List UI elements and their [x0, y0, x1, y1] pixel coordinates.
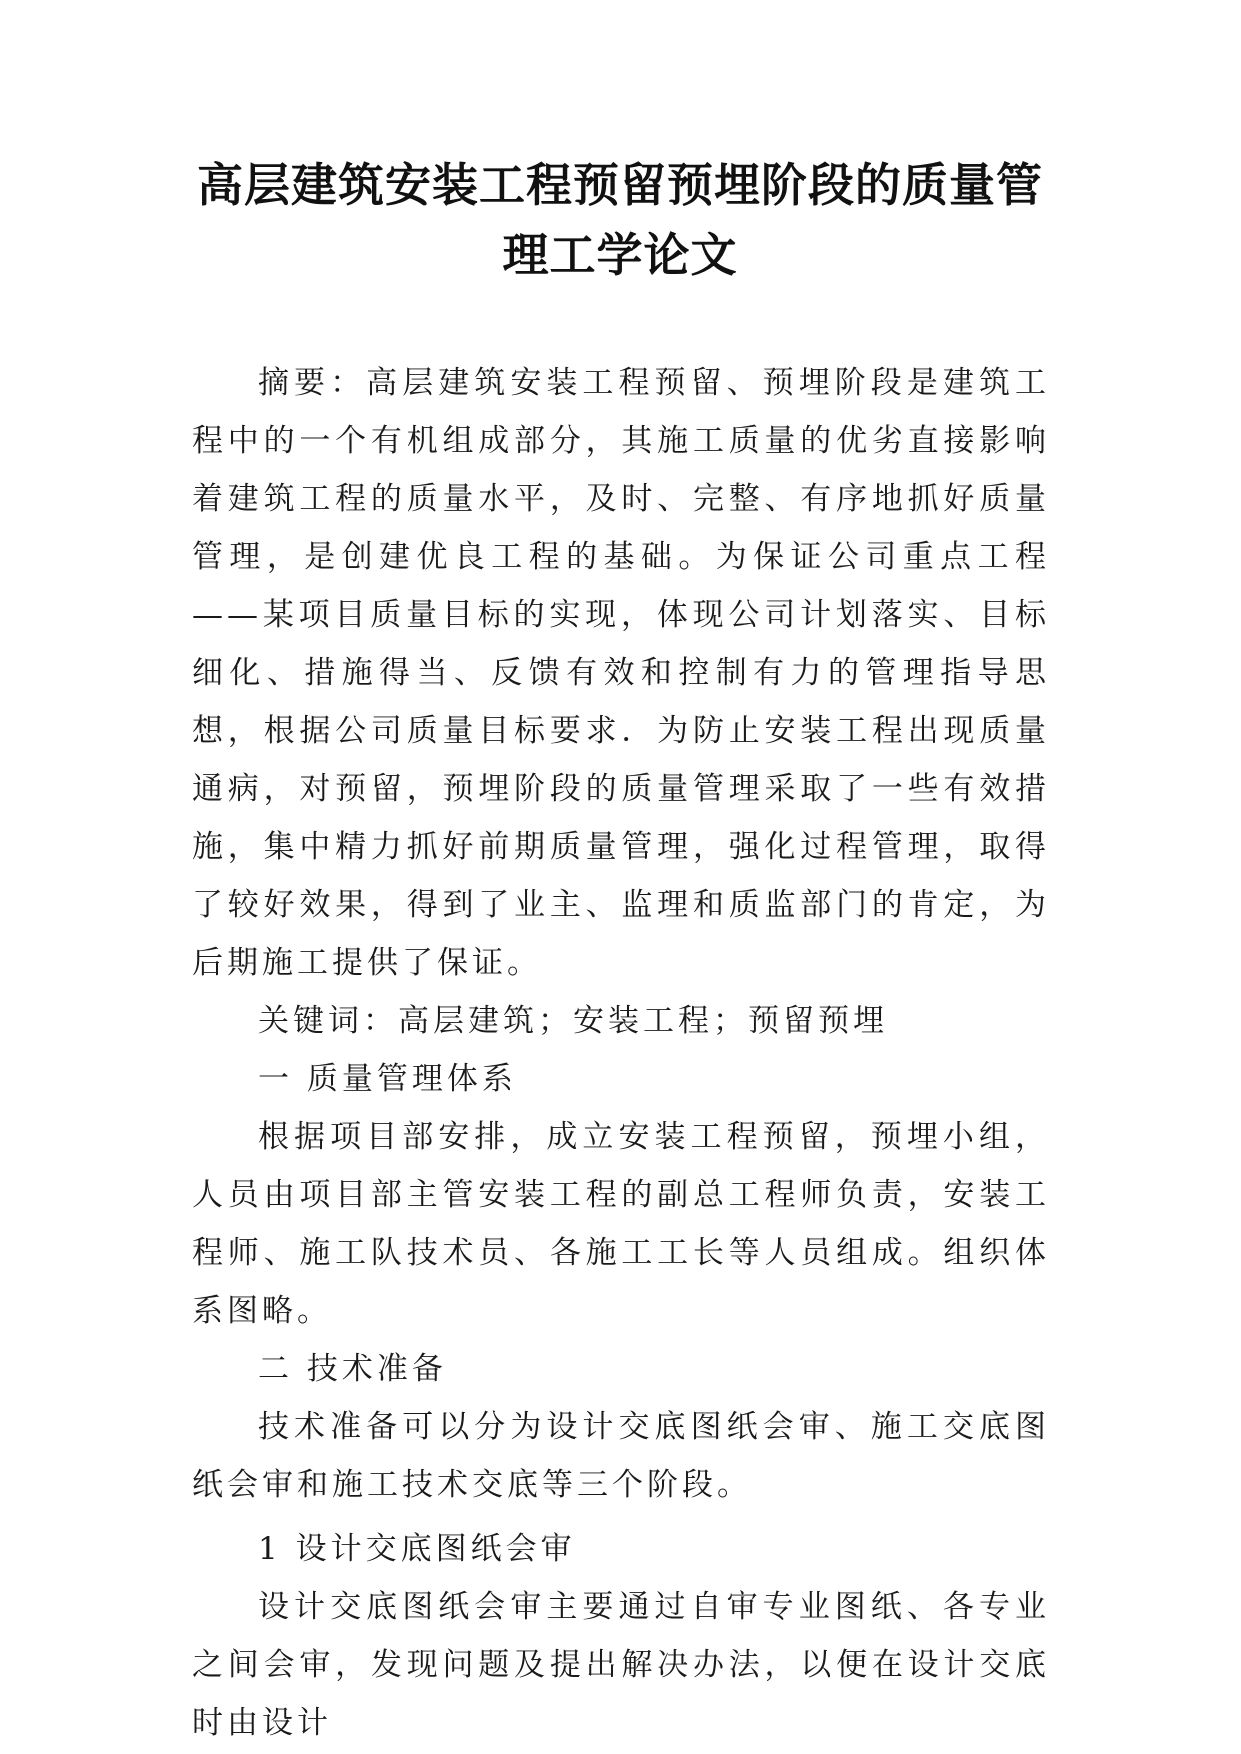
title-line-1: 高层建筑安装工程预留预埋阶段的质量管: [197, 158, 1043, 212]
section-paragraph-quality-system: 根据项目部安排，成立安装工程预留，预埋小组，人员由项目部主管安装工程的副总工程师负责，安装工程师、施工队技术员、各施工工长等人员组成。组织体系图略。: [192, 1119, 1050, 1329]
subsection-heading-design-review: 1 设计交底图纸会审: [258, 1531, 576, 1567]
section-heading-technical-preparation: 二 技术准备: [258, 1351, 447, 1387]
subsection-paragraph-design-review: 设计交底图纸会审主要通过自审专业图纸、各专业之间会审，发现问题及提出解决办法，以便在设计交底时由设计: [192, 1589, 1050, 1741]
document-body: [192, 354, 1050, 1752]
title-line-2: 理工学论文: [502, 228, 738, 282]
keywords-line: 关键词：高层建筑；安装工程；预留预埋: [258, 1003, 888, 1039]
document-title: [190, 150, 1050, 290]
section-paragraph-technical-preparation: 技术准备可以分为设计交底图纸会审、施工交底图纸会审和施工技术交底等三个阶段。: [192, 1409, 1050, 1503]
section-heading-quality-system: 一 质量管理体系: [258, 1061, 517, 1097]
abstract-paragraph: 摘要：高层建筑安装工程预留、预埋阶段是建筑工程中的一个有机组成部分，其施工质量的优劣直接影响着建筑工程的质量水平，及时、完整、有序地抓好质量管理，是创建优良工程的基础。为保证公司重点工程——某项目质量目标的实现，体现公司计划落实、目标细化、措施得当、反馈有效和控制有力的管理指导思想，根据公司质量目标要求．为防止安装工程出现质量通病，对预留，预埋阶段的质量管理采取了一些有效措施，集中精力抓好前期质量管理，强化过程管理，取得了较好效果，得到了业主、监理和质监部门的肯定，为后期施工提供了保证。: [192, 365, 1050, 981]
